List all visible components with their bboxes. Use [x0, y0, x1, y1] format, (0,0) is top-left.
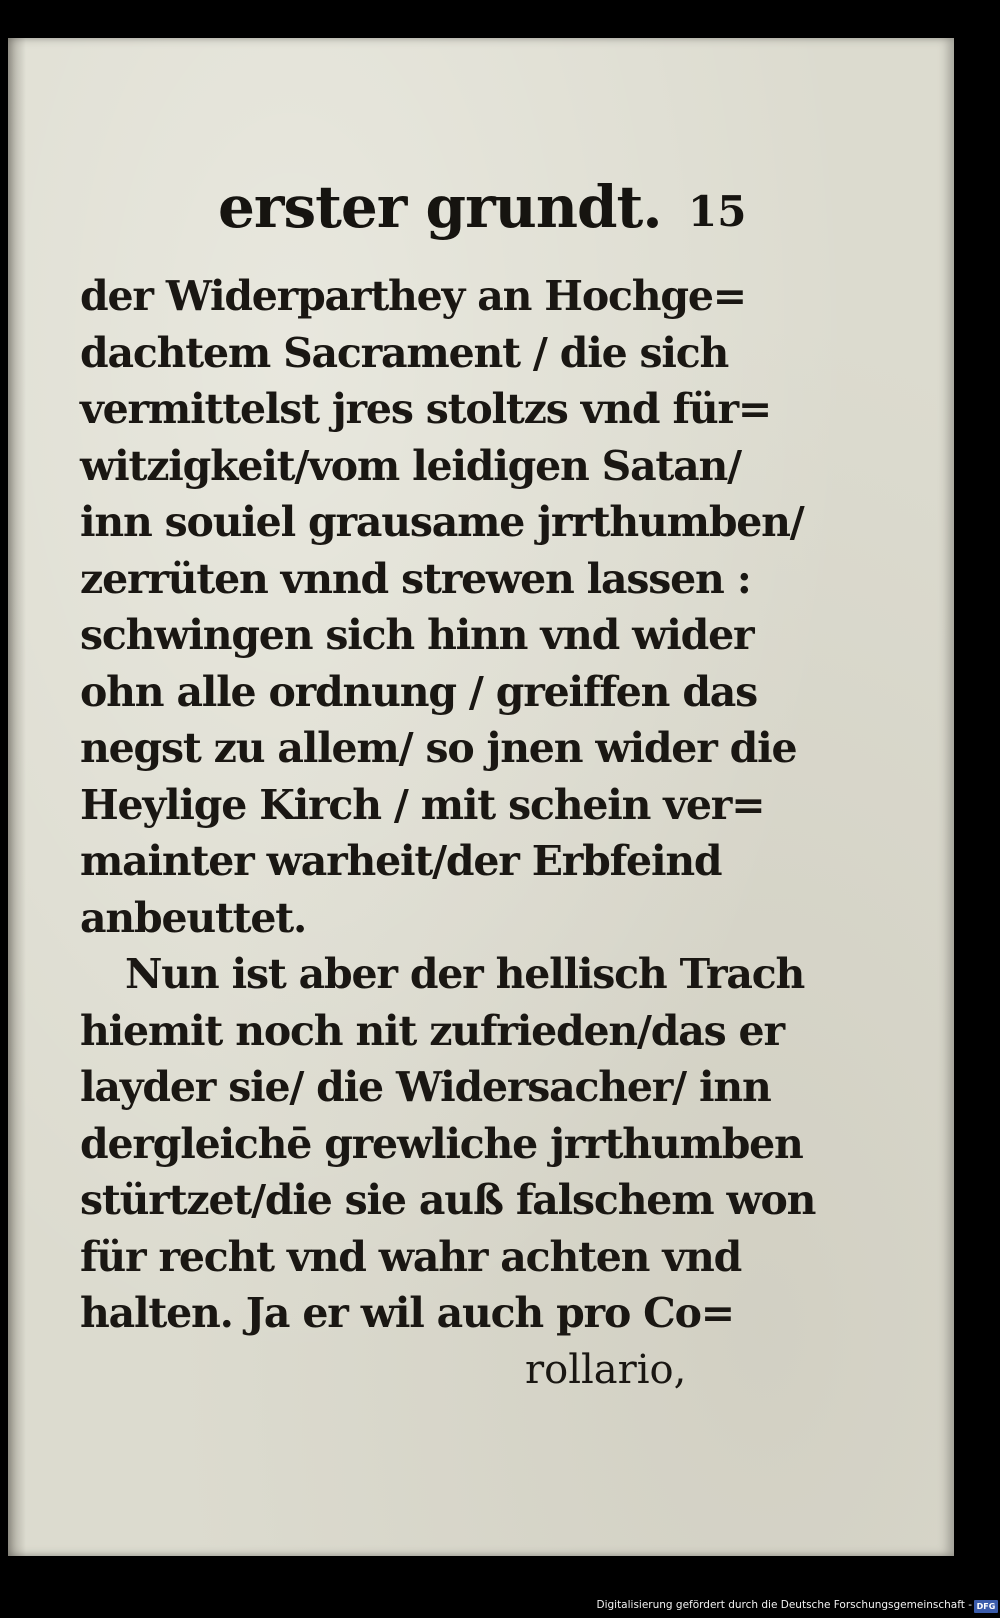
- text-line: halten. Ja er wil auch pro Co=: [80, 1289, 734, 1337]
- page-header: [8, 173, 954, 263]
- text-line: für recht vnd wahr achten vnd: [80, 1232, 742, 1281]
- text-line: dergleichē grewliche jrrthumben: [80, 1119, 803, 1168]
- text-line: witzigkeit/vom leidigen Satan/: [80, 441, 741, 490]
- body-text: [80, 268, 816, 1398]
- paragraph-start-line: Nun ist aber der hellisch Trach: [125, 950, 805, 998]
- text-line: mainter warheit/der Erbfeind: [80, 837, 722, 885]
- text-line: layder sie/ die Widersacher/ inn: [80, 1063, 771, 1111]
- page-number: 15: [688, 187, 747, 236]
- text-line: der Widerparthey an Hochge=: [80, 272, 746, 320]
- text-line: hiemit noch nit zufrieden/das er: [80, 1006, 784, 1055]
- text-line: ohn alle ordnung / greiffen das: [80, 667, 758, 716]
- running-head: erster grundt.: [218, 173, 662, 241]
- text-line: vermittelst jres stoltzs vnd für=: [80, 385, 772, 433]
- catchword: rollario,: [525, 1346, 687, 1393]
- text-line: anbeuttet.: [80, 893, 307, 942]
- gutter-shadow: [8, 38, 26, 1556]
- text-line: schwingen sich hinn vnd wider: [80, 611, 754, 659]
- dfg-logo: DFG: [974, 1600, 998, 1613]
- text-line: inn souiel grausame jrrthumben/: [80, 498, 804, 546]
- text-line: zerrüten vnnd strewen lassen :: [80, 554, 751, 603]
- text-line: Heylige Kirch / mit schein ver=: [80, 780, 765, 829]
- footer-bar: [0, 1596, 1000, 1618]
- text-line: negst zu allem/ so jnen wider die: [80, 724, 797, 772]
- text-line: dachtem Sacrament / die sich: [80, 328, 729, 377]
- digitization-credit: Digitalisierung gefördert durch die Deutsche Forschungsgemeinschaft -: [596, 1599, 972, 1611]
- book-page: [8, 38, 954, 1556]
- text-line: stürtzet/die sie auß falschem won: [80, 1176, 816, 1224]
